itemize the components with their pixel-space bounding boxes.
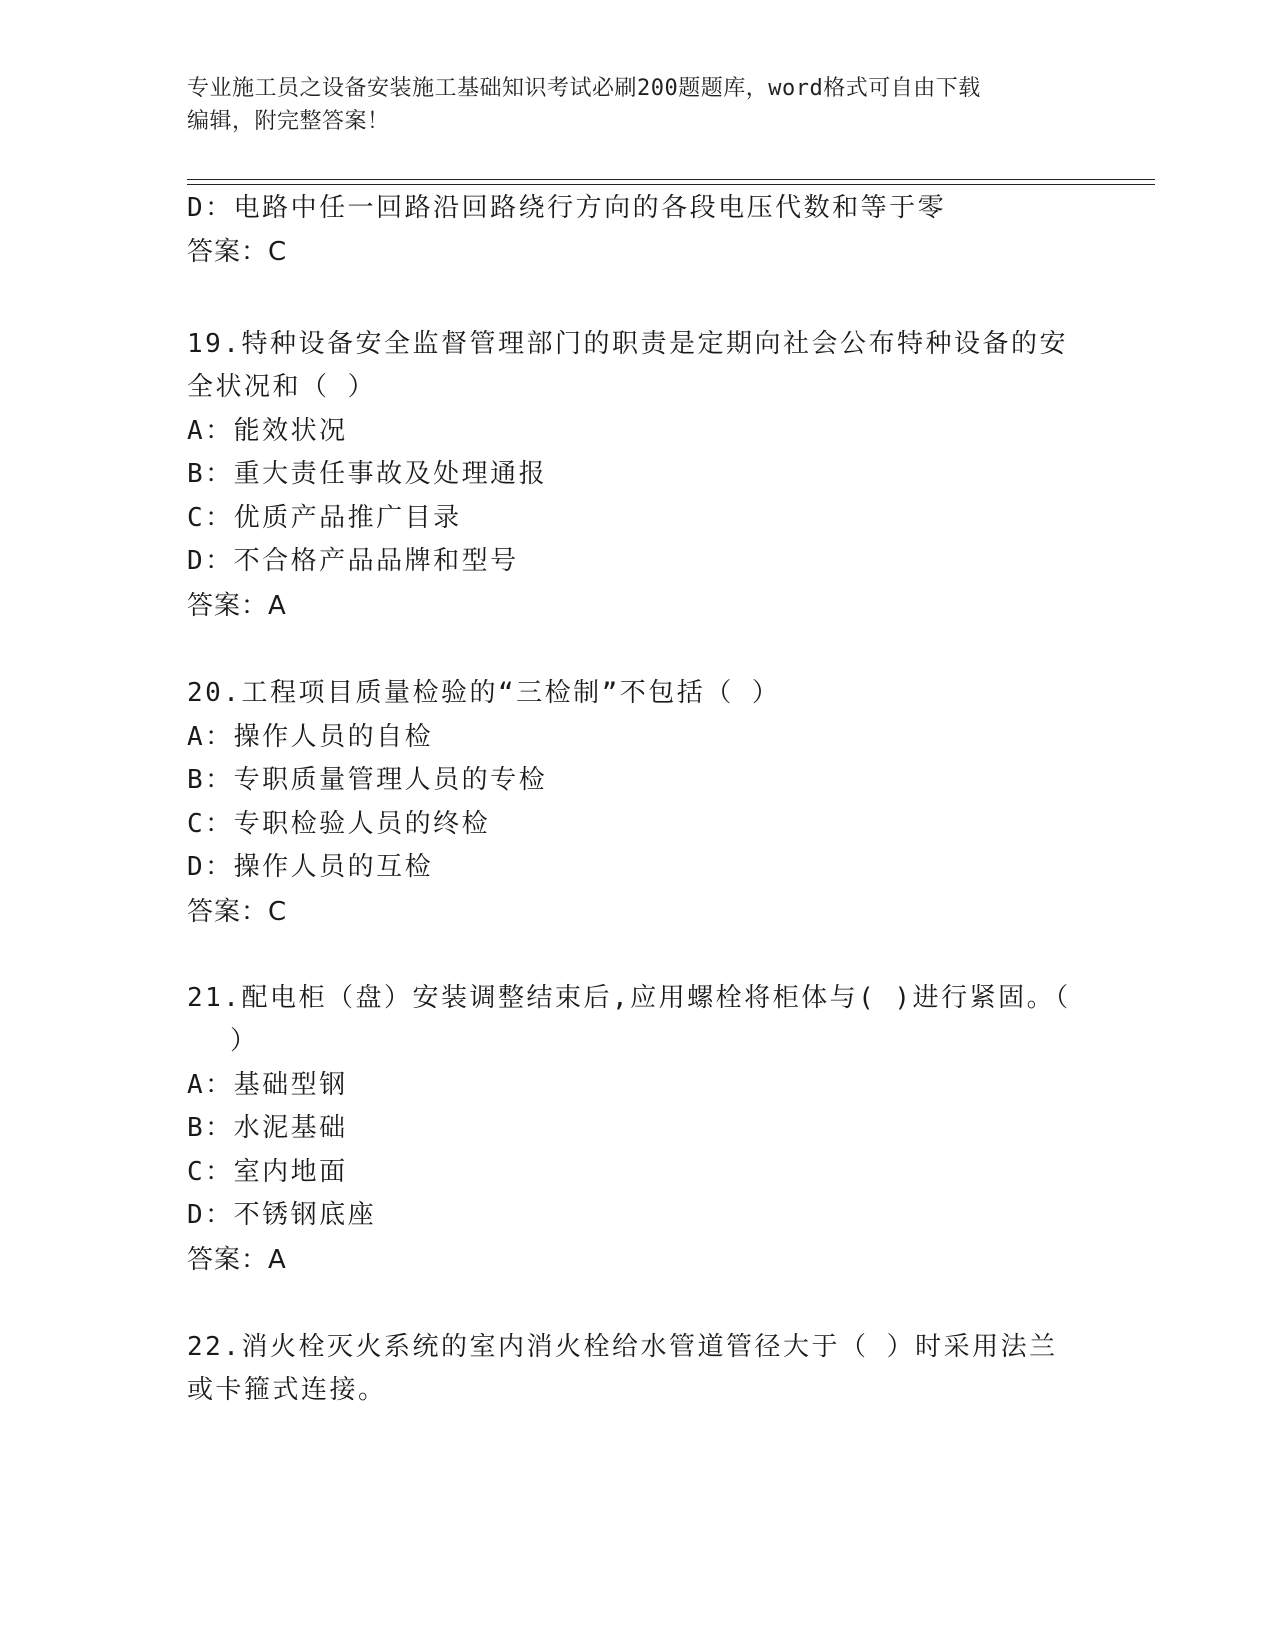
q22-stem-line-1: 22.消火栓灭火系统的室内消火栓给水管道管径大于（ ）时采用法兰 [187, 1332, 1058, 1362]
q21-answer: 答案：A [187, 1245, 287, 1275]
q19-answer: 答案：A [187, 591, 287, 621]
header-title-line-2: 编辑，附完整答案！ [187, 109, 390, 134]
q21-option-b: B：水泥基础 [187, 1113, 348, 1143]
q19-option-d: D：不合格产品品牌和型号 [187, 546, 519, 576]
q19-option-b: B：重大责任事故及处理通报 [187, 459, 548, 489]
q21-stem-line-2: ） [230, 1026, 259, 1056]
q20-option-c: C：专职检验人员的终检 [187, 809, 491, 839]
q20-option-d: D：操作人员的互检 [187, 852, 434, 882]
q19-option-a: A：能效状况 [187, 416, 348, 446]
q20-stem-line-1: 20.工程项目质量检验的“三检制”不包括（ ） [187, 678, 781, 708]
q21-option-d: D：不锈钢底座 [187, 1200, 377, 1230]
q19-stem-line-1: 19.特种设备安全监督管理部门的职责是定期向社会公布特种设备的安 [187, 329, 1068, 359]
q22-stem-line-2: 或卡箍式连接。 [187, 1375, 387, 1405]
q21-option-a: A：基础型钢 [187, 1070, 348, 1100]
q20-option-b: B：专职质量管理人员的专检 [187, 765, 548, 795]
q20-option-a: A：操作人员的自检 [187, 722, 434, 752]
q19-option-c: C：优质产品推广目录 [187, 503, 462, 533]
q18-answer: 答案：C [187, 237, 288, 267]
document-header [187, 72, 1087, 138]
q21-option-c: C：室内地面 [187, 1157, 348, 1187]
header-title-line-1: 专业施工员之设备安装施工基础知识考试必刷200题题库，word格式可自由下载 [187, 76, 981, 101]
header-divider-bottom [187, 184, 1155, 185]
q19-stem-line-2: 全状况和（ ） [187, 372, 377, 402]
q18-option-d: D：电路中任一回路沿回路绕行方向的各段电压代数和等于零 [187, 193, 947, 223]
q21-stem-line-1: 21.配电柜（盘）安装调整结束后,应用螺栓将柜体与( )进行紧固。（ [187, 983, 1071, 1013]
header-divider-top [187, 179, 1155, 180]
q20-answer: 答案：C [187, 897, 288, 927]
